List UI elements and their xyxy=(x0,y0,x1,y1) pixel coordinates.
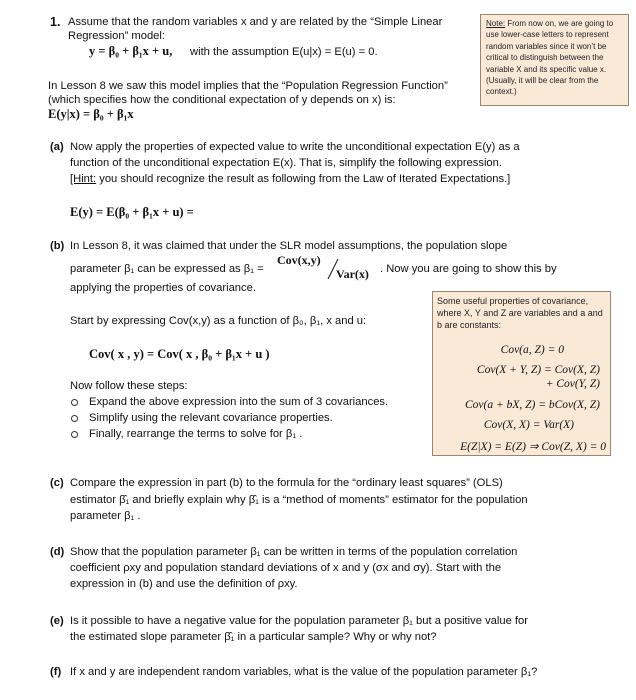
part-e-label: (e) xyxy=(50,615,64,627)
prop-eq-2: Cov(X + Y, Z) = Cov(X, Z) xyxy=(476,364,600,376)
hint-label: [Hint: xyxy=(70,173,97,185)
lesson8-line1: In Lesson 8 we saw this model implies that the “Population Regression Function” xyxy=(48,80,448,92)
part-d-label: (d) xyxy=(50,546,65,558)
step-2: Simplify using the relevant covariance properties. xyxy=(89,412,333,424)
ratio-numerator: Cov(x,y) xyxy=(277,253,321,267)
note-box xyxy=(480,14,629,106)
part-d-line1: Show that the population parameter β₁ can be written in terms of the population correlation xyxy=(70,546,518,558)
covariance-properties-box xyxy=(432,291,611,456)
part-f-line1: If x and y are independent random variables, what is the value of the population parameter β₁? xyxy=(70,666,538,678)
part-b-line3: applying the properties of covariance. xyxy=(70,282,256,294)
props-title: Some useful properties of covariance, where X, Y and Z are variables and a and b are constants: xyxy=(437,296,603,330)
lesson8-line2: (which specifies how the conditional expectation of y depends on x) is: xyxy=(48,94,396,106)
ratio-denominator: Var(x) xyxy=(336,267,369,281)
cov-equation: Cov( x , y) = Cov( x , β₀ + β₁x + u ) xyxy=(89,347,270,361)
prop-eq-5: E(Z|X) = E(Z) ⇒ Cov(Z, X) = 0 xyxy=(460,441,606,453)
model-assumption: with the assumption E(u|x) = E(u) = 0. xyxy=(190,46,378,58)
prop-eq-3: Cov(a + bX, Z) = bCov(X, Z) xyxy=(465,399,600,411)
step-bullet-icon xyxy=(71,415,78,422)
part-b-line1: In Lesson 8, it was claimed that under the SLR model assumptions, the population slope xyxy=(70,240,508,252)
model-equation: y = β₀ + β₁x + u, xyxy=(89,44,173,58)
question-number: 1. xyxy=(50,15,61,29)
part-c-line1: Compare the expression in part (b) to the formula for the “ordinary least squares” (OLS) xyxy=(70,477,503,489)
part-a-line2: function of the unconditional expectation E(x). That is, simplify the following expression. xyxy=(70,157,502,169)
note-label: Note: xyxy=(486,19,506,28)
prf-equation: E(y|x) = β₀ + β₁x xyxy=(48,107,134,121)
part-e-line1: Is it possible to have a negative value for the population parameter β₁ but a positive value for xyxy=(70,615,528,627)
step-1: Expand the above expression into the sum of 3 covariances. xyxy=(89,396,389,408)
prop-eq-2-cont: + Cov(Y, Z) xyxy=(545,378,600,390)
note-text: From now on, we are going to use lower-case letters to represent random variables since it won’t be critical to distinguish between the variable X and its specific value x. (Usually, it will be clear from the context.) xyxy=(486,19,614,97)
steps-intro: Now follow these steps: xyxy=(70,380,188,392)
part-d-line2: coefficient ρxy and population standard deviations of x and y (σx and σy). Start with the xyxy=(70,562,502,574)
q1-intro-line2: Regression” model: xyxy=(68,30,166,42)
part-b-label: (b) xyxy=(50,240,65,252)
part-a-label: (a) xyxy=(50,141,64,153)
part-b-line2-pre: parameter β₁ can be expressed as β₁ = xyxy=(70,263,264,275)
step-bullet-icon xyxy=(71,399,78,406)
part-a-equation: E(y) = E(β₀ + β₁x + u) = xyxy=(70,205,194,219)
step-3: Finally, rearrange the terms to solve for β₁ . xyxy=(89,428,303,440)
hint-text: you should recognize the result as following from the Law of Iterated Expectations.] xyxy=(99,173,511,185)
part-d-line3: expression in (b) and use the definition of ρxy. xyxy=(70,578,298,590)
part-e-line2: the estimated slope parameter β̂₁ in a particular sample? Why or why not? xyxy=(70,631,437,643)
prop-eq-4: Cov(X, X) = Var(X) xyxy=(483,419,574,431)
step-bullet-icon xyxy=(71,431,78,438)
part-f-label: (f) xyxy=(50,666,62,678)
prop-eq-1: Cov(a, Z) = 0 xyxy=(500,344,564,356)
part-b-start: Start by expressing Cov(x,y) as a function of β₀, β₁, x and u: xyxy=(70,315,367,327)
part-b-line2-post: . Now you are going to show this by xyxy=(380,263,557,275)
part-a-hint xyxy=(70,173,510,185)
part-a-line1: Now apply the properties of expected value to write the unconditional expectation E(y) as a xyxy=(70,141,520,153)
part-c-line2: estimator β̂₁ and briefly explain why β̂₁ is a “method of moments” estimator for the population xyxy=(70,494,528,506)
part-c-line3: parameter β₁ . xyxy=(70,510,141,522)
q1-intro-line1: Assume that the random variables x and y are related by the “Simple Linear xyxy=(68,16,443,28)
part-c-label: (c) xyxy=(50,477,64,489)
